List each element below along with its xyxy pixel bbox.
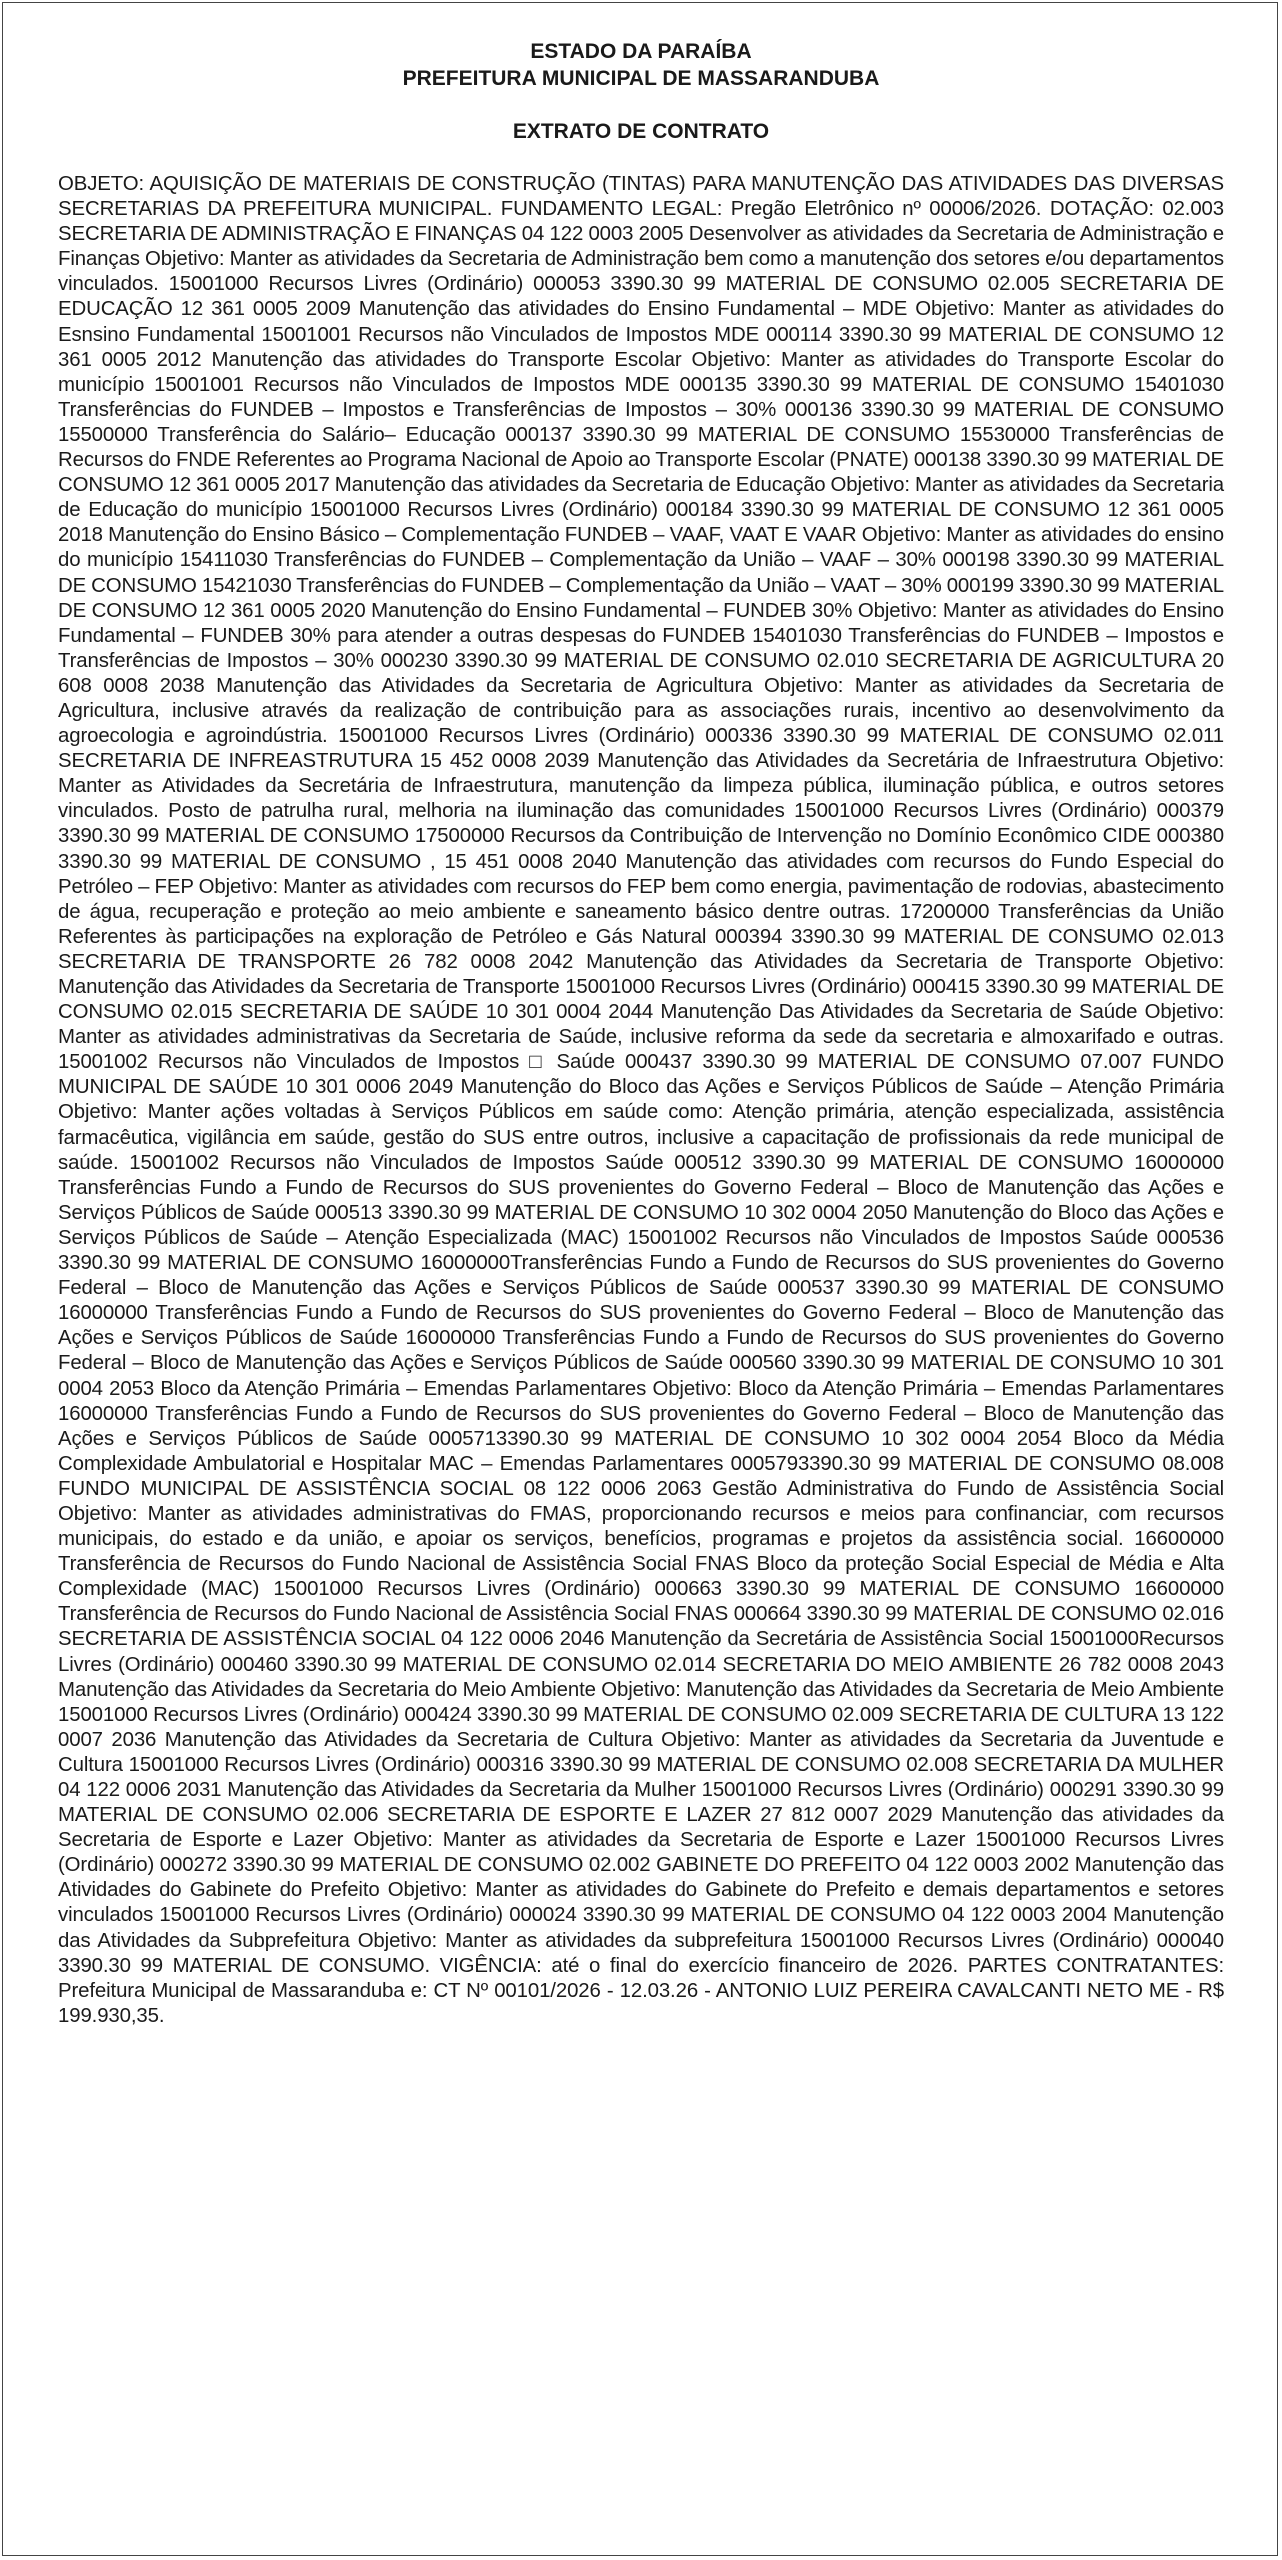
state-name: ESTADO DA PARAÍBA xyxy=(530,40,752,63)
document-title: EXTRATO DE CONTRATO xyxy=(512,120,770,143)
municipality-name: PREFEITURA MUNICIPAL DE MASSARANDUBA xyxy=(402,67,880,90)
document-header xyxy=(0,38,1282,92)
contract-extract-body: OBJETO: AQUISIÇÃO DE MATERIAIS DE CONSTRUÇÃO (TINTAS) PARA MANUTENÇÃO DAS ATIVIDADES DAS DIVERSAS SECRETARIAS DA PREFEITURA MUNICIPAL. FUNDAMENTO LEGAL: Pregão Eletrônico nº 00006/2026. DOTAÇÃO: 02.003 SECRETARIA DE ADMINISTRAÇÃO E FINANÇAS 04 122 0003 2005 Desenvolver as atividades da Secretaria de Administração e Finanças Objetivo: Manter as atividades da Secretaria de Administração bem como a manutenção dos setores e/ou departamentos vinculados. 15001000 Recursos Livres (Ordinário) 000053 3390.30 99 MATERIAL DE CONSUMO 02.005 SECRETARIA DE EDUCAÇÃO 12 361 0005 2009 Manutenção das atividades do Ensino Fundamental – MDE Objetivo: Manter as atividades do Esnsino Fundamental 15001001 Recursos não Vinculados de Impostos MDE 000114 3390.30 99 MATERIAL DE CONSUMO 12 361 0005 2012 Manutenção das atividades do Transporte Escolar Objetivo: Manter as atividades do Transporte Escolar do município 15001001 Recursos não Vinculados de Impostos MDE 000135 3390.30 99 MATERIAL DE CONSUMO 15401030 Transferências do FUNDEB – Impostos e Transferências de Impostos – 30% 000136 3390.30 99 MATERIAL DE CONSUMO 15500000 Transferência do Salário– Educação 000137 3390.30 99 MATERIAL DE CONSUMO 15530000 Transferências de Recursos do FNDE Referentes ao Programa Nacional de Apoio ao Transporte Escolar (PNATE) 000138 3390.30 99 MATERIAL DE CONSUMO 12 361 0005 2017 Manutenção das atividades da Secretaria de Educação Objetivo: Manter as atividades da Secretaria de Educação do município 15001000 Recursos Livres (Ordinário) 000184 3390.30 99 MATERIAL DE CONSUMO 12 361 0005 2018 Manutenção do Ensino Básico – Complementação FUNDEB – VAAF, VAAT E VAAR Objetivo: Manter as atividades do ensino do município 15411030 Transferências do FUNDEB – Complementação da União – VAAF – 30% 000198 3390.30 99 MATERIAL DE CONSUMO 15421030 Transferências do FUNDEB – Complementação da União – VAAT – 30% 000199 3390.30 99 MATERIAL DE CONSUMO 12 361 0005 2020 Manutenção do Ensino Fundamental – FUNDEB 30% Objetivo: Manter as atividades do Ensino Fundamental – FUNDEB 30% para atender a outras despesas do FUNDEB 15401030 Transferências do FUNDEB – Impostos e Transferências de Impostos – 30% 000230 3390.30 99 MATERIAL DE CONSUMO 02.010 SECRETARIA DE AGRICULTURA 20 608 0008 2038 Manutenção das Atividades da Secretaria de Agricultura Objetivo: Manter as atividades da Secretaria de Agricultura, inclusive através da realização de contribuição para as associações rurais, incentivo ao desenvolvimento da agroecologia e agroindústria. 15001000 Recursos Livres (Ordinário) 000336 3390.30 99 MATERIAL DE CONSUMO 02.011 SECRETARIA DE INFREASTRUTURA 15 452 0008 2039 Manutenção das Atividades da Secretária de Infraestrutura Objetivo: Manter as Atividades da Secretária de Infraestrutura, manutenção da limpeza pública, iluminação pública, e outros setores vinculados. Posto de patrulha rural, melhoria na iluminação das comunidades 15001000 Recursos Livres (Ordinário) 000379 3390.30 99 MATERIAL DE CONSUMO 17500000 Recursos da Contribuição de Intervenção no Domínio Econômico CIDE 000380 3390.30 99 MATERIAL DE CONSUMO , 15 451 0008 2040 Manutenção das atividades com recursos do Fundo Especial do Petróleo – FEP Objetivo: Manter as atividades com recursos do FEP bem como energia, pavimentação de rodovias, abastecimento de água, recuperação e proteção ao meio ambiente e saneamento básico dentre outras. 17200000 Transferências da União Referentes às participações na exploração de Petróleo e Gás Natural 000394 3390.30 99 MATERIAL DE CONSUMO 02.013 SECRETARIA DE TRANSPORTE 26 782 0008 2042 Manutenção das Atividades da Secretaria de Transporte Objetivo: Manutenção das Atividades da Secretaria de Transporte 15001000 Recursos Livres (Ordinário) 000415 3390.30 99 MATERIAL DE CONSUMO 02.015 SECRETARIA DE SAÚDE 10 301 0004 2044 Manutenção Das Atividades da Secretaria de Saúde Objetivo: Manter as atividades administrativas da Secretaria de Saúde, inclusive reforma da sede da secretaria e almoxarifado e outras. 15001002 Recursos não Vinculados de Impostos □ Saúde 000437 3390.30 99 MATERIAL DE CONSUMO 07.007 FUNDO MUNICIPAL DE SAÚDE 10 301 0006 2049 Manutenção do Bloco das Ações e Serviços Públicos de Saúde – Atenção Primária Objetivo: Manter ações voltadas à Serviços Públicos em saúde como: Atenção primária, atenção especializada, assistência farmacêutica, vigilância em saúde, gestão do SUS entre outros, inclusive a capacitação de profissionais da rede municipal de saúde. 15001002 Recursos não Vinculados de Impostos Saúde 000512 3390.30 99 MATERIAL DE CONSUMO 16000000 Transferências Fundo a Fundo de Recursos do SUS provenientes do Governo Federal – Bloco de Manutenção das Ações e Serviços Públicos de Saúde 000513 3390.30 99 MATERIAL DE CONSUMO 10 302 0004 2050 Manutenção do Bloco das Ações e Serviços Públicos de Saúde – Atenção Especializada (MAC) 15001002 Recursos não Vinculados de Impostos Saúde 000536 3390.30 99 MATERIAL DE CONSUMO 16000000Transferências Fundo a Fundo de Recursos do SUS provenientes do Governo Federal – Bloco de Manutenção das Ações e Serviços Públicos de Saúde 000537 3390.30 99 MATERIAL DE CONSUMO 16000000 Transferências Fundo a Fundo de Recursos do SUS provenientes do Governo Federal – Bloco de Manutenção das Ações e Serviços Públicos de Saúde 16000000 Transferências Fundo a Fundo de Recursos do SUS provenientes do Governo Federal – Bloco de Manutenção das Ações e Serviços Públicos de Saúde 000560 3390.30 99 MATERIAL DE CONSUMO 10 301 0004 2053 Bloco da Atenção Primária – Emendas Parlamentares Objetivo: Bloco da Atenção Primária – Emendas Parlamentares 16000000 Transferências Fundo a Fundo de Recursos do SUS provenientes do Governo Federal – Bloco de Manutenção das Ações e Serviços Públicos de Saúde 0005713390.30 99 MATERIAL DE CONSUMO 10 302 0004 2054 Bloco da Média Complexidade Ambulatorial e Hospitalar MAC – Emendas Parlamentares 0005793390.30 99 MATERIAL DE CONSUMO 08.008 FUNDO MUNICIPAL DE ASSISTÊNCIA SOCIAL 08 122 0006 2063 Gestão Administrativa do Fundo de Assistência Social Objetivo: Manter as atividades administrativas do FMAS, proporcionando recursos e meios para confinanciar, com recursos municipais, do estado e da união, e apoiar os serviços, benefícios, programas e projetos da assistência social. 16600000 Transferência de Recursos do Fundo Nacional de Assistência Social FNAS Bloco da proteção Social Especial de Média e Alta Complexidade (MAC) 15001000 Recursos Livres (Ordinário) 000663 3390.30 99 MATERIAL DE CONSUMO 16600000 Transferência de Recursos do Fundo Nacional de Assistência Social FNAS 000664 3390.30 99 MATERIAL DE CONSUMO 02.016 SECRETARIA DE ASSISTÊNCIA SOCIAL 04 122 0006 2046 Manutenção da Secretária de Assistência Social 15001000Recursos Livres (Ordinário) 000460 3390.30 99 MATERIAL DE CONSUMO 02.014 SECRETARIA DO MEIO AMBIENTE 26 782 0008 2043 Manutenção das Atividades da Secretaria do Meio Ambiente Objetivo: Manutenção das Atividades da Secretaria de Meio Ambiente 15001000 Recursos Livres (Ordinário) 000424 3390.30 99 MATERIAL DE CONSUMO 02.009 SECRETARIA DE CULTURA 13 122 0007 2036 Manutenção das Atividades da Secretaria de Cultura Objetivo: Manter as atividades da Secretaria da Juventude e Cultura 15001000 Recursos Livres (Ordinário) 000316 3390.30 99 MATERIAL DE CONSUMO 02.008 SECRETARIA DA MULHER 04 122 0006 2031 Manutenção das Atividades da Secretaria da Mulher 15001000 Recursos Livres (Ordinário) 000291 3390.30 99 MATERIAL DE CONSUMO 02.006 SECRETARIA DE ESPORTE E LAZER 27 812 0007 2029 Manutenção das atividades da Secretaria de Esporte e Lazer Objetivo: Manter as atividades da Secretaria de Esporte e Lazer 15001000 Recursos Livres (Ordinário) 000272 3390.30 99 MATERIAL DE CONSUMO 02.002 GABINETE DO PREFEITO 04 122 0003 2002 Manutenção das Atividades do Gabinete do Prefeito Objetivo: Manter as atividades do Gabinete do Prefeito e demais departamentos e setores vinculados 15001000 Recursos Livres (Ordinário) 000024 3390.30 99 MATERIAL DE CONSUMO 04 122 0003 2004 Manutenção das Atividades da Subprefeitura Objetivo: Manter as atividades da subprefeitura 15001000 Recursos Livres (Ordinário) 000040 3390.30 99 MATERIAL DE CONSUMO. VIGÊNCIA: até o final do exercício financeiro de 2026. PARTES CONTRATANTES: Prefeitura Municipal de Massaranduba e: CT Nº 00101/2026 - 12.03.26 - ANTONIO LUIZ PEREIRA CAVALCANTI NETO ME - R$ 199.930,35. xyxy=(58,173,1224,2027)
